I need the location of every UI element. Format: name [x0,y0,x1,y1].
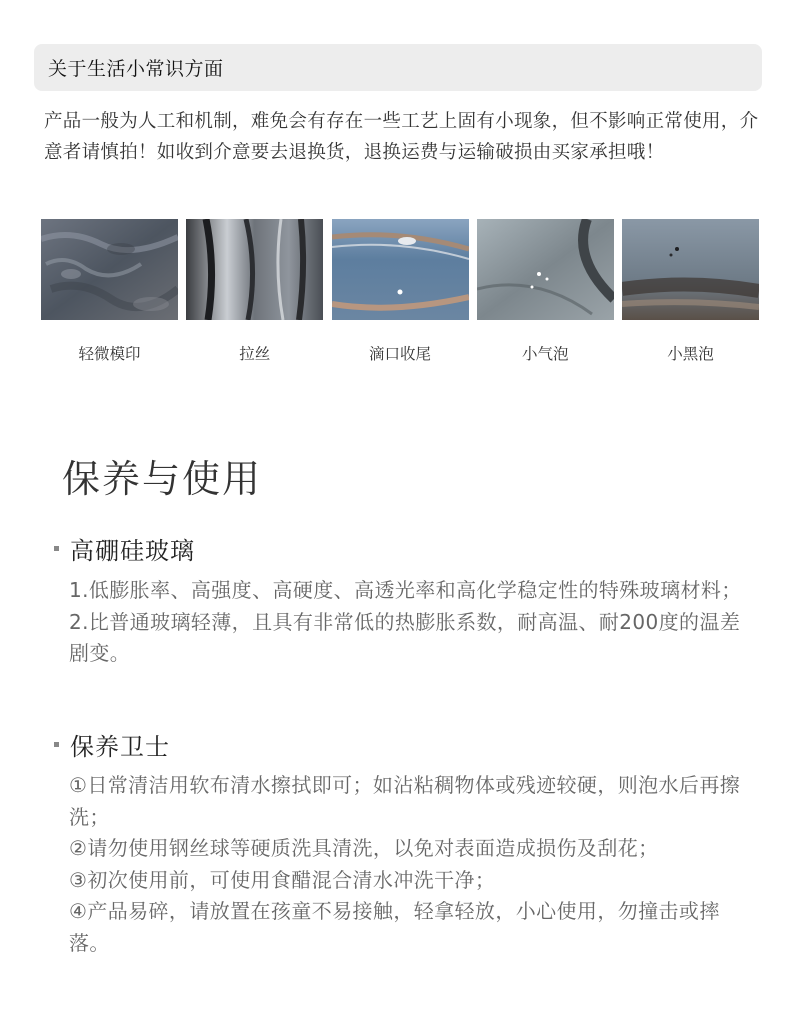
care-section-title: 保养与使用 [62,457,263,501]
material-line: 1.低膨胀率、高强度、高硬度、高透光率和高化学稳定性的特殊玻璃材料； [69,578,742,602]
guard-title: 保养卫士 [70,733,170,761]
bullet-icon [54,742,59,747]
defect-item [332,219,469,364]
material-subheading [54,531,195,566]
glass-black-bubble-photo [622,219,759,320]
guard-subheading [54,727,170,762]
defect-label: 滴口收尾 [368,345,431,363]
defect-item [186,219,323,364]
material-line: 2.比普通玻璃轻薄，且具有非常低的热膨胀系数，耐高温、耐200度的温差剧变。 [69,609,741,665]
material-description [69,575,759,670]
glass-mold-mark-photo [41,219,178,320]
material-title: 高硼硅玻璃 [70,537,195,565]
glass-drawing-line-photo [186,219,323,320]
defect-item [622,219,759,364]
guard-line: ③初次使用前，可使用食醋混合清水冲洗干净； [69,867,496,892]
defect-label: 拉丝 [239,345,271,363]
defect-item [41,219,178,364]
guard-line: ①日常清洁用软布清水擦拭即可；如沾粘稠物体或残迹较硬，则泡水后再擦洗； [69,773,741,829]
about-section-title: 关于生活小常识方面 [48,58,224,80]
notice-text: 产品一般为人工和机制，难免会有存在一些工艺上固有小现象，但不影响正常使用，介意者请慎拍！如收到介意要去退换货，退换运费与运输破损由买家承担哦！ [44,111,759,163]
about-section-header [34,44,762,91]
defect-gallery [41,219,759,364]
defect-label: 小气泡 [521,345,569,363]
guard-description [69,770,759,959]
bullet-icon [54,546,59,551]
defect-label: 小黑泡 [667,345,714,363]
guard-line: ②请勿使用钢丝球等硬质洗具清洗，以免对表面造成损伤及刮花； [69,836,659,860]
defect-label: 轻微模印 [78,345,141,363]
glass-drip-finish-photo [332,219,469,320]
guard-line: ④产品易碎，请放置在孩童不易接触，轻拿轻放，小心使用，勿撞击或摔落。 [69,899,720,955]
defect-item [477,219,614,364]
glass-small-bubble-photo [477,219,614,320]
